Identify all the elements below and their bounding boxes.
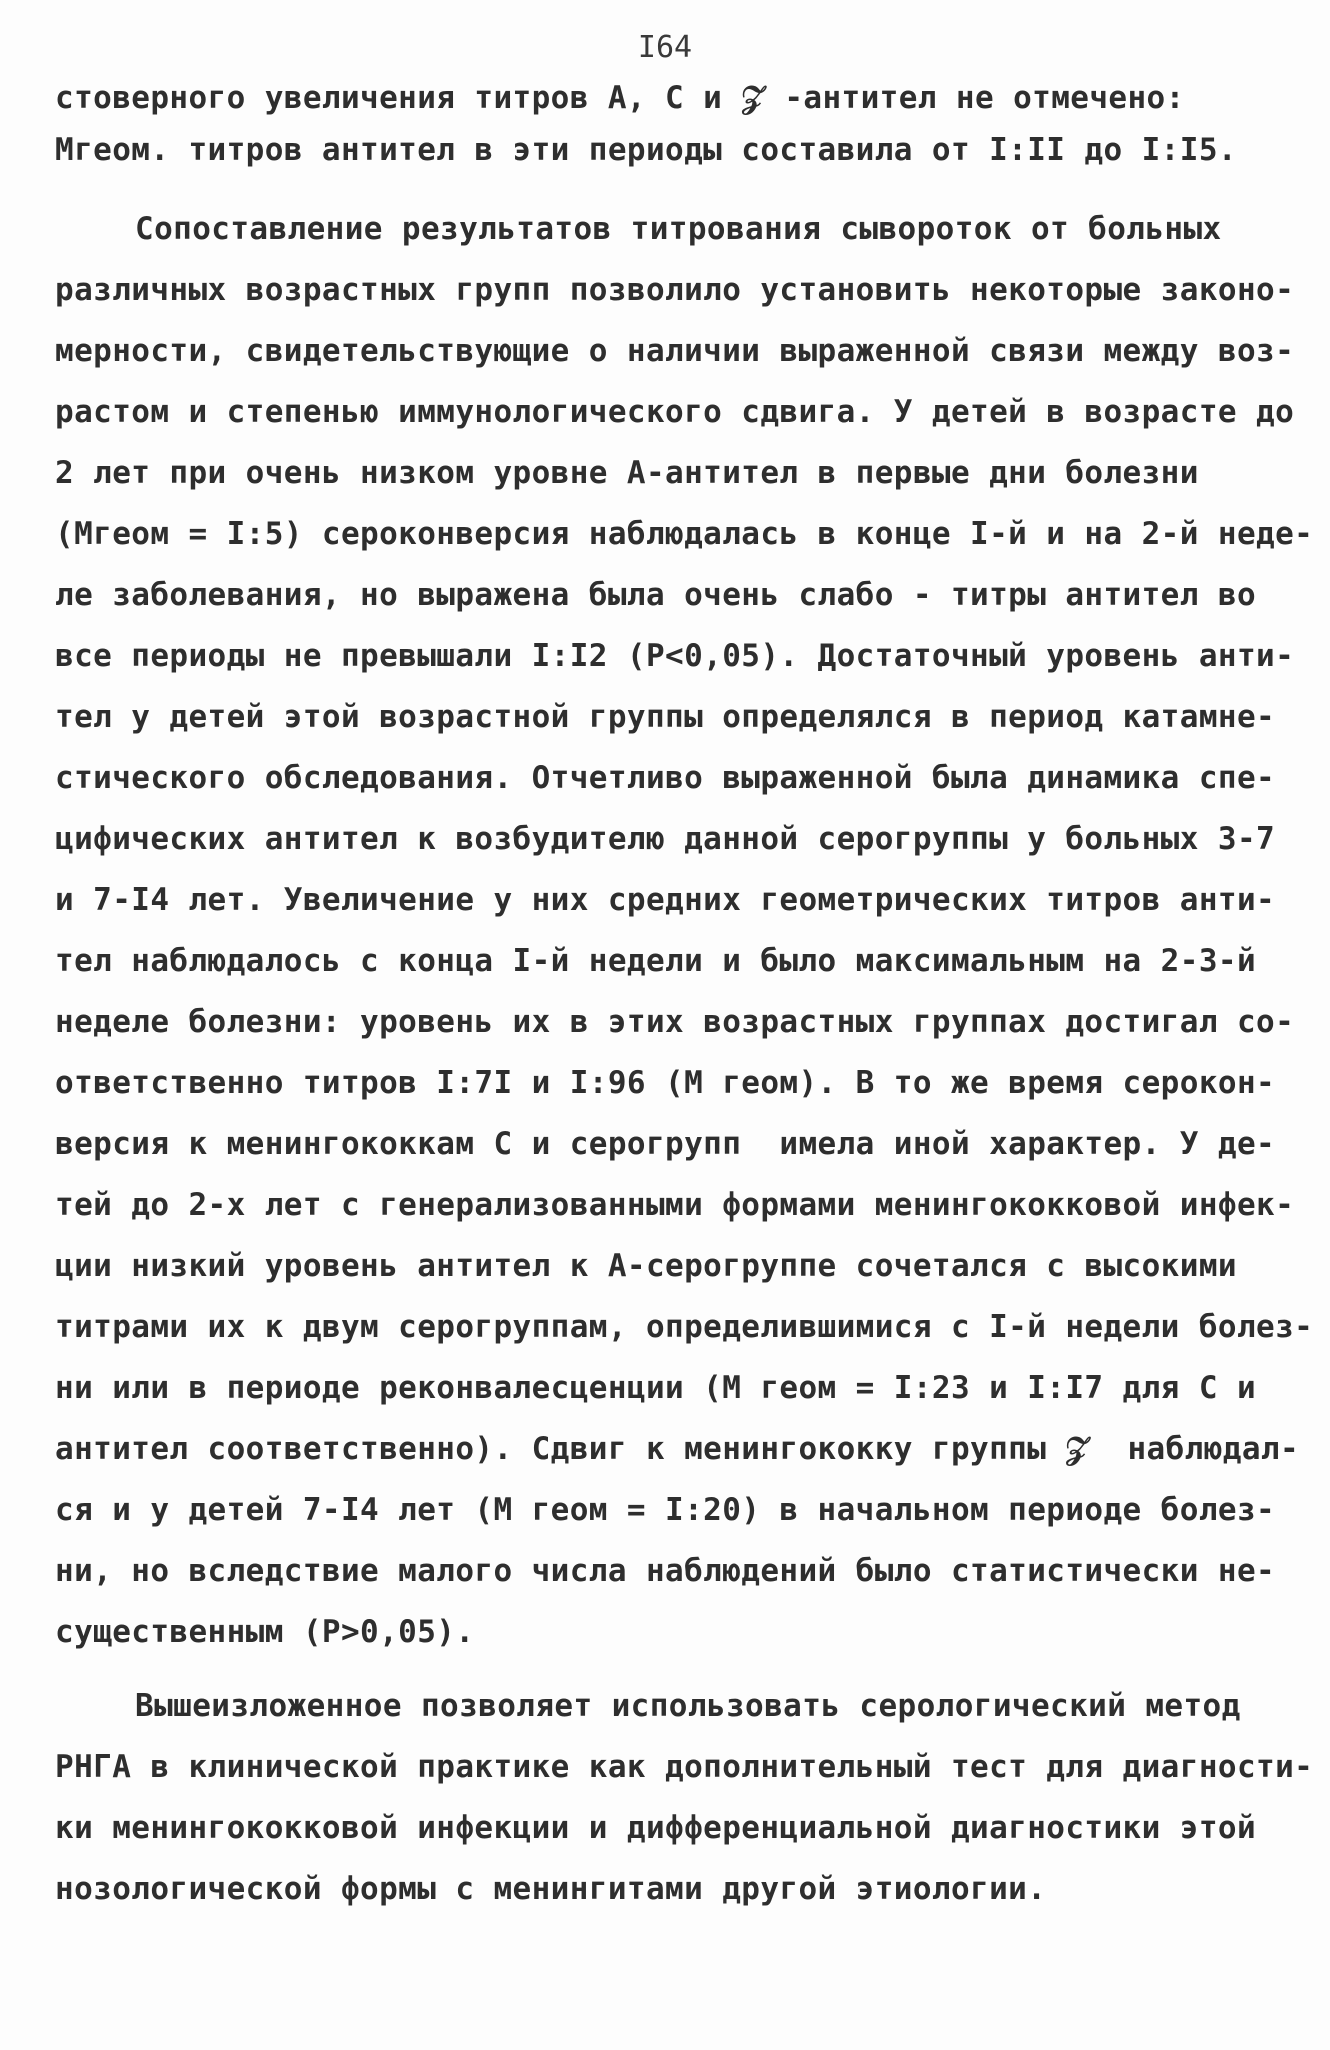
text-line: нозологической формы с менингитами другой этиологии. — [55, 1871, 1047, 1907]
text-line: стоверного увеличения титров А, С и 𝒵 -антител не отмечено: — [55, 80, 1185, 116]
text-line: ки менингококковой инфекции и дифференциальной диагностики этой — [55, 1810, 1257, 1846]
text-line: все периоды не превышали I:I2 (P<0,05). Достаточный уровень анти- — [55, 638, 1295, 674]
text-line: существенным (P>0,05). — [55, 1614, 475, 1650]
text-line: и 7-I4 лет. Увеличение у них средних геометрических титров анти- — [55, 882, 1276, 918]
text-line: тей до 2-х лет с генерализованными формами менингококковой инфек- — [55, 1187, 1295, 1223]
text-line: (Мгеом = I:5) сероконверсия наблюдалась в конце I-й и на 2-й неде- — [55, 516, 1314, 552]
text-line: РНГА в клинической практике как дополнительный тест для диагности- — [55, 1749, 1314, 1785]
text-line: антител соответственно). Сдвиг к менингококку группы 𝒵 наблюдал- — [55, 1431, 1300, 1467]
text-line: тел у детей этой возрастной группы определялся в период катамне- — [55, 699, 1276, 735]
text-line: ни, но вследствие малого числа наблюдений было статистически не- — [55, 1553, 1276, 1589]
paragraph-start-line: Сопоставление результатов титрования сывороток от больных — [135, 211, 1222, 247]
text-line: мерности, свидетельствующие о наличии выраженной связи между воз- — [55, 333, 1295, 369]
text-line: ле заболевания, но выражена была очень слабо - титры антител во — [55, 577, 1257, 613]
paragraph-start-line: Вышеизложенное позволяет использовать серологический метод — [135, 1688, 1241, 1724]
text-line: различных возрастных групп позволило установить некоторые законо- — [55, 272, 1295, 308]
text-line: Мгеом. титров антител в эти периоды составила от I:II до I:I5. — [55, 132, 1237, 168]
text-line: растом и степенью иммунологического сдвига. У детей в возрасте до — [55, 394, 1295, 430]
text-line: тел наблюдалось с конца I-й недели и было максимальным на 2-3-й — [55, 943, 1257, 979]
text-line: цифических антител к возбудителю данной серогруппы у больных 3-7 — [55, 821, 1276, 857]
text-line: ся и у детей 7-I4 лет (М геом = I:20) в начальном периоде болез- — [55, 1492, 1276, 1528]
text-line: неделе болезни: уровень их в этих возрастных группах достигал со- — [55, 1004, 1295, 1040]
text-line: титрами их к двум серогруппам, определившимися с I-й недели болез- — [55, 1309, 1314, 1345]
page-number: I64 — [637, 30, 693, 65]
text-line: стического обследования. Отчетливо выраженной была динамика спе- — [55, 760, 1276, 796]
text-line: версия к менингококкам С и серогрупп имела иной характер. У де- — [55, 1126, 1276, 1162]
text-line: ни или в периоде реконвалесценции (М геом = I:23 и I:I7 для С и — [55, 1370, 1257, 1406]
text-line: 2 лет при очень низком уровне А-антител в первые дни болезни — [55, 455, 1199, 491]
text-line: ции низкий уровень антител к А-серогруппе сочетался с высокими — [55, 1248, 1237, 1284]
text-line: ответственно титров I:7I и I:96 (М геом). В то же время серокон- — [55, 1065, 1276, 1101]
